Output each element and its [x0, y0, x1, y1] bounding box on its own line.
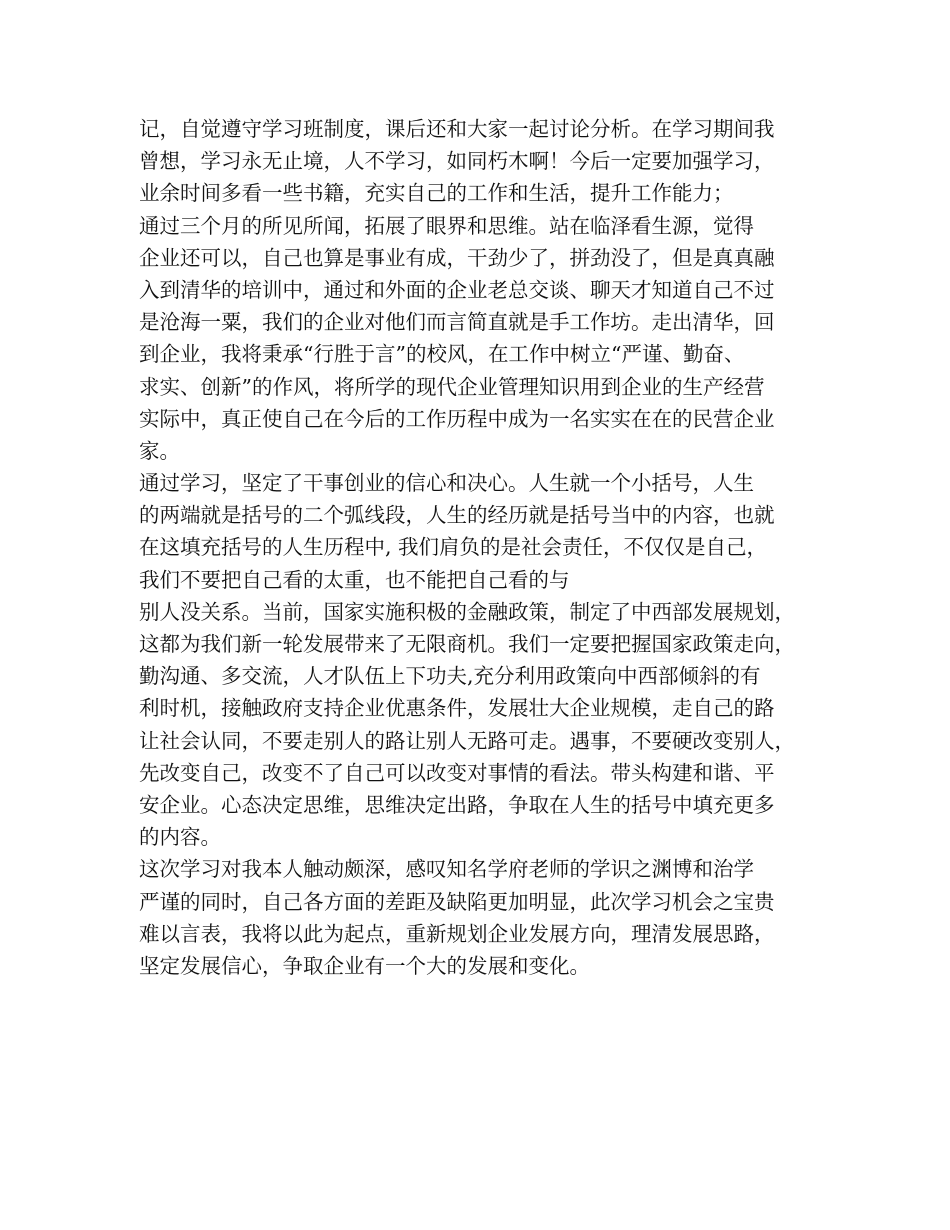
text-line: 难以言表，我将以此为起点，重新规划企业发展方向，理清发展思路，	[139, 921, 775, 946]
text-line: 实际中，真正使自己在今后的工作历程中成为一名实实在在的民营企业	[139, 406, 775, 431]
text-line: 到企业，我将秉承“行胜于言”的校风，在工作中树立“严谨、勤奋、	[139, 342, 745, 367]
text-line: 曾想，学习永无止境，人不学习，如同朽木啊！今后一定要加强学习，	[139, 149, 775, 174]
text-line: 让社会认同，不要走别人的路让别人无路可走。遇事，不要硬改变别人，	[139, 728, 795, 753]
text-line: 家。	[139, 438, 180, 463]
text-line: 记，自觉遵守学习班制度，课后还和大家一起讨论分析。在学习期间我	[139, 117, 775, 141]
text-line: 勤沟通、多交流，人才队伍上下功夫,充分利用政策向中西部倾斜的有	[139, 664, 761, 689]
text-line: 利时机，接触政府支持企业优惠条件，发展壮大企业规模，走自己的路	[139, 696, 775, 721]
text-line: 坚定发展信心，争取企业有一个大的发展和变化。	[139, 953, 590, 978]
text-line: 在这填充括号的人生历程中, 我们肩负的是社会责任，不仅仅是自己，	[139, 535, 768, 560]
text-line: 严谨的同时，自己各方面的差距及缺陷更加明显，此次学习机会之宝贵	[139, 889, 775, 914]
text-line: 是沧海一粟，我们的企业对他们而言简直就是手工作坊。走出清华，回	[139, 310, 775, 335]
text-line: 这次学习对我本人触动颇深，感叹知名学府老师的学识之渊博和治学	[139, 857, 754, 882]
text-line: 通过三个月的所见所闻，拓展了眼界和思维。站在临泽看生源，觉得	[139, 213, 754, 238]
text-line: 通过学习，坚定了干事创业的信心和决心。人生就一个小括号，人生	[139, 471, 754, 496]
text-line: 入到清华的培训中，通过和外面的企业老总交谈、聊天才知道自己不过	[139, 277, 775, 302]
text-line: 安企业。心态决定思维，思维决定出路，争取在人生的括号中填充更多	[139, 792, 775, 817]
text-line: 的内容。	[139, 825, 221, 850]
body-text	[139, 113, 829, 982]
text-line: 业余时间多看一些书籍，充实自己的工作和生活，提升工作能力；	[139, 181, 734, 206]
text-line: 求实、创新”的作风，将所学的现代企业管理知识用到企业的生产经营	[139, 374, 765, 399]
text-line: 别人没关系。当前，国家实施积极的金融政策，制定了中西部发展规划，	[139, 599, 795, 624]
text-line: 的两端就是括号的二个弧线段，人生的经历就是括号当中的内容，也就	[139, 503, 775, 528]
text-line: 这都为我们新一轮发展带来了无限商机。我们一定要把握国家政策走向，	[139, 632, 795, 656]
text-line: 企业还可以，自己也算是事业有成，干劲少了，拼劲没了，但是真真融	[139, 245, 775, 270]
text-line: 我们不要把自己看的太重，也不能把自己看的与	[139, 567, 570, 592]
text-line: 先改变自己，改变不了自己可以改变对事情的看法。带头构建和谐、平	[139, 760, 775, 785]
